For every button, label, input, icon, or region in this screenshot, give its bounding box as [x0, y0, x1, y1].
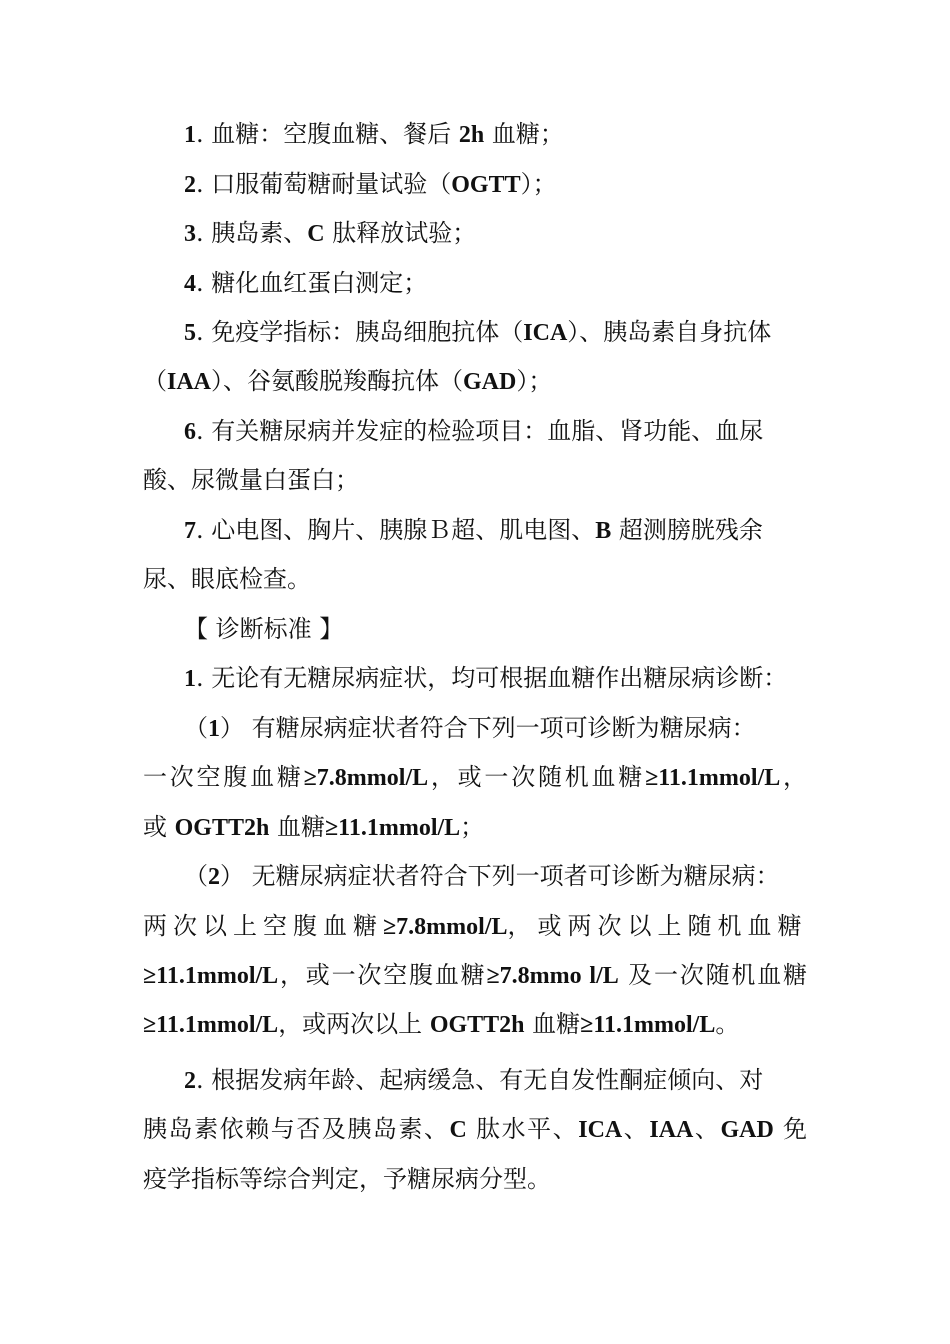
text-line: （2） 无糖尿病症状者符合下列一项者可诊断为糖尿病： [184, 862, 780, 890]
text-line: （IAA）、谷氨酸脱羧酶抗体（GAD）； [143, 367, 553, 395]
text-line: 1. 无论有无糖尿病症状，均可根据血糖作出糖尿病诊断： [184, 664, 788, 692]
text-line: 或 OGTT2h 血糖≥11.1mmol/L； [143, 813, 485, 841]
text-line: 一次空腹血糖≥7.8mmol/L，或一次随机血糖≥11.1mmol/L， [143, 763, 807, 791]
text-line: 疫学指标等综合判定，予糖尿病分型。 [143, 1165, 551, 1193]
text-line: 2. 根据发病年龄、起病缓急、有无自发性酮症倾向、对 [184, 1066, 764, 1094]
text-line: 酸、尿微量白蛋白； [143, 466, 359, 494]
text-line: 6. 有关糖尿病并发症的检验项目：血脂、肾功能、血尿 [184, 417, 764, 445]
text-line: 3. 胰岛素、C 肽释放试验； [184, 219, 477, 247]
text-line: 1. 血糖：空腹血糖、餐后 2h 血糖； [184, 120, 564, 148]
text-line: 2. 口服葡萄糖耐量试验（OGTT）； [184, 170, 557, 198]
text-line: 两次以上空腹血糖≥7.8mmol/L，或两次以上随机血糖 [143, 912, 807, 940]
text-line: 胰岛素依赖与否及胰岛素、C 肽水平、ICA、IAA、GAD 免 [143, 1115, 807, 1143]
text-line: 5. 免疫学指标：胰岛细胞抗体（ICA）、胰岛素自身抗体 [184, 318, 772, 346]
text-line: 4. 糖化血红蛋白测定； [184, 269, 428, 297]
text-line: 尿、眼底检查。 [143, 565, 311, 593]
text-line: ≥11.1mmol/L，或一次空腹血糖≥7.8mmo l/L 及一次随机血糖 [143, 961, 807, 989]
text-line: ≥11.1mmol/L，或两次以上 OGTT2h 血糖≥11.1mmol/L。 [143, 1010, 740, 1038]
text-line: （1） 有糖尿病症状者符合下列一项可诊断为糖尿病： [184, 714, 756, 742]
section-heading: 【 诊断标准 】 [184, 615, 344, 643]
text-line: 7. 心电图、胸片、胰腺Ｂ超、肌电图、B 超测膀胱残余 [184, 516, 763, 544]
